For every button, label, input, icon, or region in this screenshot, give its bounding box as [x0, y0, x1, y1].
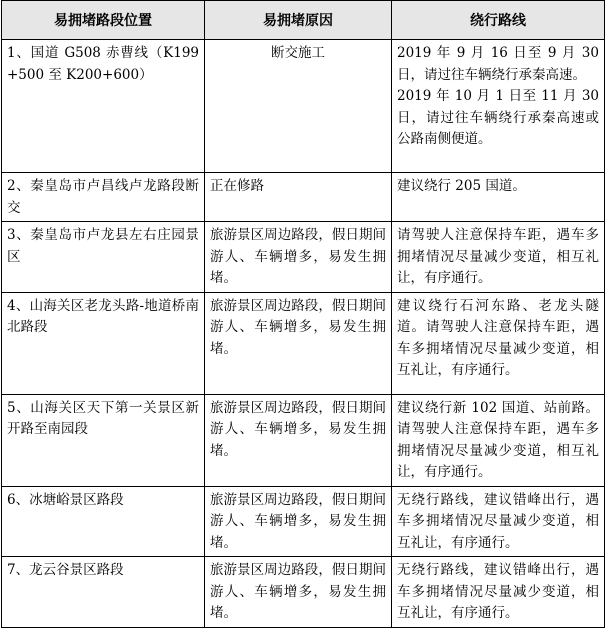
cell-reason: 旅游景区周边路段，假日期间游人、车辆增多，易发生拥堵。 [205, 292, 392, 394]
cell-reason: 正在修路 [205, 173, 392, 222]
header-reason: 易拥堵原因 [205, 1, 392, 40]
cell-reason: 断交施工 [205, 40, 392, 173]
header-location: 易拥堵路段位置 [2, 1, 205, 40]
cell-detour [392, 40, 605, 173]
table-row [2, 486, 605, 557]
cell-reason: 旅游景区周边路段，假日期间游人、车辆增多，易发生拥堵。 [205, 394, 392, 486]
detour-line: 建议绕行新 102 国道、站前路。请驾驶人注意保持车距，遇车多拥堵情况尽量减少变道，相互礼让，有序通行。 [397, 399, 599, 480]
congestion-table [1, 0, 605, 628]
table-row [2, 394, 605, 486]
header-detour: 绕行路线 [392, 1, 605, 40]
table-row [2, 292, 605, 394]
cell-location: 7、龙云谷景区路段 [2, 557, 205, 628]
cell-location: 5、山海关区天下第一关景区新开路至南园段 [2, 394, 205, 486]
cell-reason: 旅游景区周边路段，假日期间游人、车辆增多，易发生拥堵。 [205, 222, 392, 293]
table-row [2, 222, 605, 293]
cell-detour [392, 292, 605, 394]
table-row [2, 173, 605, 222]
cell-detour [392, 173, 605, 222]
cell-reason: 旅游景区周边路段，假日期间游人、车辆增多，易发生拥堵。 [205, 557, 392, 628]
detour-line: 建议绕行石河东路、老龙头隧道。请驾驶人注意保持车距，遇车多拥堵情况尽量减少变道，相互礼让，有序通行。 [397, 297, 599, 378]
cell-location: 4、山海关区老龙头路-地道桥南北路段 [2, 292, 205, 394]
cell-location: 1、国道 G508 赤曹线（K199+500 至 K200+600） [2, 40, 205, 173]
cell-location: 2、秦皇岛市卢昌线卢龙路段断交 [2, 173, 205, 222]
detour-line: 无绕行路线，建议错峰出行，遇车多拥堵情况尽量减少变道，相互礼让，有序通行。 [397, 562, 599, 621]
header-row [2, 1, 605, 40]
detour-line: 无绕行路线，建议错峰出行，遇车多拥堵情况尽量减少变道，相互礼让，有序通行。 [397, 491, 599, 551]
detour-line: 建议绕行 205 国道。 [397, 178, 526, 194]
cell-reason: 旅游景区周边路段，假日期间游人、车辆增多，易发生拥堵。 [205, 486, 392, 557]
table-row [2, 557, 605, 628]
cell-detour [392, 486, 605, 557]
cell-location: 3、秦皇岛市卢龙县左右庄园景区 [2, 222, 205, 293]
cell-location: 6、冰塘峪景区路段 [2, 486, 205, 557]
cell-detour [392, 394, 605, 486]
detour-line: 2019 年 9 月 16 日至 9 月 30 日，请过往车辆绕行承秦高速。 [397, 45, 599, 83]
cell-detour [392, 557, 605, 628]
cell-detour [392, 222, 605, 293]
table-row [2, 40, 605, 173]
detour-line: 2019 年 10 月 1 日至 11 月 30 日，请过往车辆绕行承秦高速或公路南侧便道。 [397, 88, 599, 147]
detour-line: 请驾驶人注意保持车距，遇车多拥堵情况尽量减少变道，相互礼让，有序通行。 [397, 227, 599, 286]
